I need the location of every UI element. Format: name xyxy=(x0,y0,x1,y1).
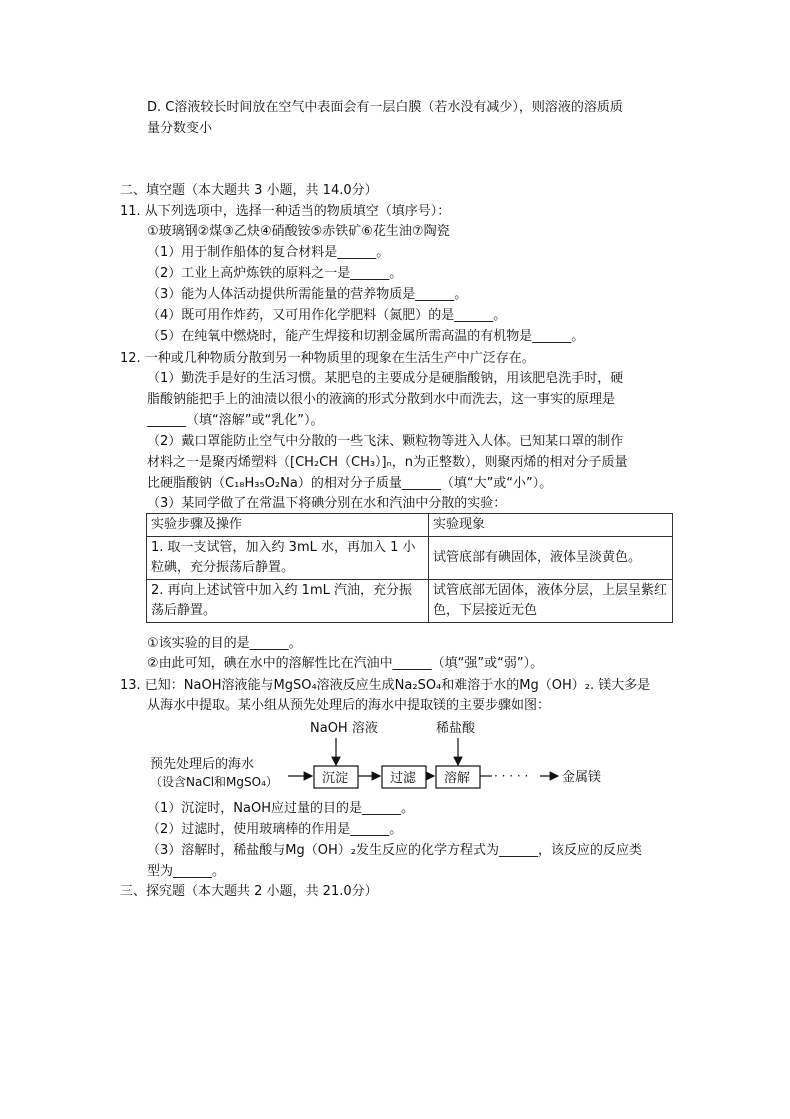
q11-item-4: （4）既可用作炸药，又可用作化学肥料（氮肥）的是______。 xyxy=(147,308,507,323)
q13-item-3-line1: （3）溶解时，稀盐酸与Mg（OH）₂发生反应的化学方程式为______，该反应的反应类 xyxy=(147,843,642,858)
q13-item-2: （2）过滤时，使用玻璃棒的作用是______。 xyxy=(147,822,403,837)
section-2-title: 二、填空题（本大题共 3 小题，共 14.0分） xyxy=(120,183,378,198)
step-precipitation-label: 沉淀 xyxy=(322,771,349,786)
q12-part3: （3）某同学做了在常温下将碘分别在水和汽油中分散的实验： xyxy=(147,496,507,511)
q13-stem-line2: 从海水中提取。某小组从预先处理后的海水中提取镁的主要步骤如图： xyxy=(147,698,551,713)
q12-part2-line3: 比硬脂酸钠（C₁₈H₃₅O₂Na）的相对分子质量______（填“大”或“小”）。 xyxy=(147,476,553,491)
experiment-table xyxy=(146,513,673,623)
q13-item-1: （1）沉淀时，NaOH应过量的目的是______。 xyxy=(147,801,414,816)
reagent-hcl-label: 稀盐酸 xyxy=(436,721,476,736)
q11-stem: 11. 从下列选项中，选择一种适当的物质填空（填序号）： xyxy=(120,204,451,219)
q11-item-5: （5）在纯氧中燃烧时，能产生焊接和切割金属所需高温的有机物是______。 xyxy=(147,329,585,344)
q12-part1-line3: ______（填“溶解”或“乳化”）。 xyxy=(147,413,324,428)
option-d-line1: D. C溶液较长时间放在空气中表面会有一层白膜（若水没有减少），则溶液的溶质质 xyxy=(147,100,623,115)
q12-sub1: ①该实验的目的是______。 xyxy=(147,636,302,651)
q12-stem: 12. 一种或几种物质分散到另一种物质里的现象在生活生产中广泛存在。 xyxy=(120,351,535,366)
step-filtration-label: 过滤 xyxy=(390,771,417,786)
q12-part2-line1: （2）戴口罩能防止空气中分散的一些飞沫、颗粒物等进入人体。已知某口罩的制作 xyxy=(147,434,624,449)
table-cell-step: 1. 取一支试管，加入约 3mL 水，再加入 1 小粒碘，充分振荡后静置。 xyxy=(147,537,429,580)
option-d-line2: 量分数变小 xyxy=(147,121,213,136)
q11-item-1: （1）用于制作船体的复合材料是______。 xyxy=(147,245,390,260)
q11-options: ①玻璃钢②煤③乙炔④硝酸铵⑤赤铁矿⑥花生油⑦陶瓷 xyxy=(147,224,450,239)
table-cell-step: 2. 再向上述试管中加入约 1mL 汽油，充分振荡后静置。 xyxy=(147,580,429,623)
q12-part1-line1: （1）勤洗手是好的生活习惯。某肥皂的主要成分是硬脂酸钠，用该肥皂洗手时，硬 xyxy=(147,371,624,386)
q12-part1-line2: 脂酸钠能把手上的油渍以很小的液滴的形式分散到水中而洗去，这一事实的原理是 xyxy=(147,392,616,407)
q11-item-3: （3）能为人体活动提供所需能量的营养物质是______。 xyxy=(147,287,468,302)
table-row xyxy=(147,537,673,580)
source-label-line2: （设含NaCl和MgSO₄） xyxy=(150,775,278,789)
q12-sub2: ②由此可知，碘在水中的溶解性比在汽油中______（填“强”或“弱”）。 xyxy=(147,656,544,671)
source-label-line1: 预先处理后的海水 xyxy=(150,757,255,772)
continuation-dots: · · · · · xyxy=(494,769,529,783)
product-label: 金属镁 xyxy=(562,770,602,785)
table-header-steps: 实验步骤及操作 xyxy=(147,514,429,537)
table-cell-phenomenon: 试管底部有碘固体，液体呈淡黄色。 xyxy=(429,537,673,580)
q13-item-3-line2: 型为______。 xyxy=(147,864,226,879)
process-flow-diagram xyxy=(150,718,620,798)
reagent-naoh-label: NaOH 溶液 xyxy=(310,721,378,736)
q11-item-2: （2）工业上高炉炼铁的原料之一是______。 xyxy=(147,266,403,281)
step-dissolution-label: 溶解 xyxy=(444,771,471,786)
q12-part2-line2: 材料之一是聚丙烯塑料（[CH₂CH（CH₃）]ₙ，n为正整数），则聚丙烯的相对分子质量 xyxy=(147,455,628,470)
section-3-title: 三、探究题（本大题共 2 小题，共 21.0分） xyxy=(120,884,378,899)
table-header-phenomena: 实验现象 xyxy=(429,514,673,537)
table-cell-phenomenon: 试管底部无固体，液体分层，上层呈紫红色，下层接近无色 xyxy=(429,580,673,623)
table-header-row xyxy=(147,514,673,537)
q13-stem-line1: 13. 已知：NaOH溶液能与MgSO₄溶液反应生成Na₂SO₄和难溶于水的Mg（OH）₂. 镁大多是 xyxy=(120,678,651,693)
table-row xyxy=(147,580,673,623)
